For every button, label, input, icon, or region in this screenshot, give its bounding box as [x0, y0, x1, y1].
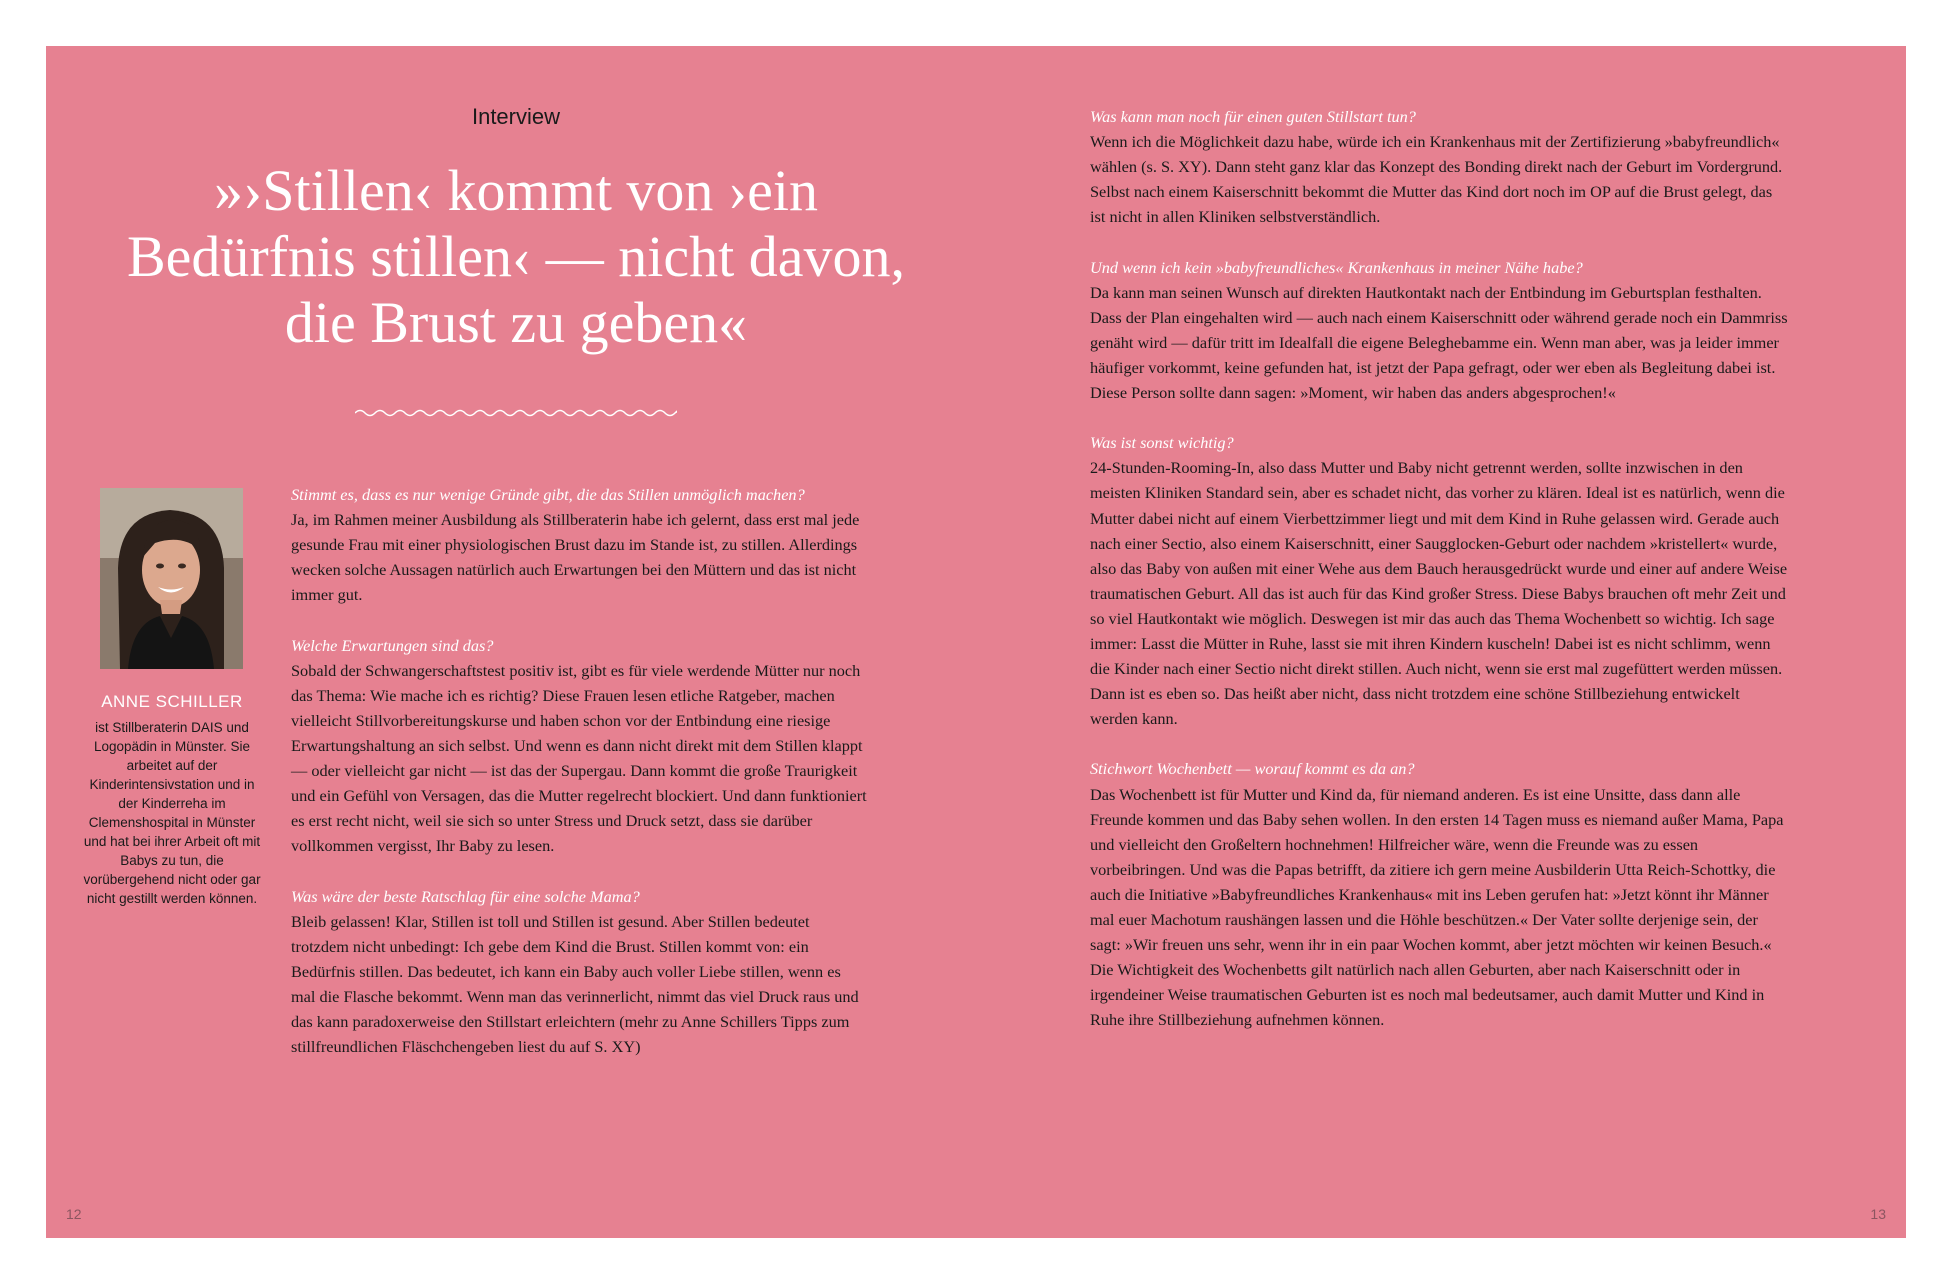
interview-answer: Sobald der Schwangerschaftstest positiv ist, gibt es für viele werdende Mütter nur noch das Thema: Wie mache ich es richtig? Diese Frauen lesen etliche Ratgeber, machen vielleicht Stillvorbereitungskurse und haben schon vor der Entbindung eine riesige Erwartungshaltung an sich selbst. Und wenn es dann nicht direkt mit dem Stillen klappt — oder vielleicht gar nicht — ist das der Supergau. Dann kommt die große Traurigkeit und ein Gefühl von Versagen, das die Mutter regelrecht blockiert. Und dann funktioniert es erst recht nicht, weil sie sich so unter Stress und Druck setzt, dass sie darüber vollkommen vergisst, Ihr Baby zu lesen. [291, 660, 867, 856]
interview-question: Stichwort Wochenbett — worauf kommt es da an? [1090, 759, 1415, 779]
interview-answer: Da kann man seinen Wunsch auf direkten Hautkontakt nach der Entbindung im Geburtsplan festhalten. Dass der Plan eingehalten wird — auch nach einem Kaiserschnitt oder während gerade noch ein Dammriss genäht wird — dafür tritt im Idealfall die eigene Beleghebamme ein. Wenn man aber, was ja leider immer häufiger vorkommt, keine gefunden hat, ist jetzt der Papa gefragt, oder wer eben als Begleitung dabei ist. Diese Person sollte dann sagen: »Moment, wir haben das anders abgesprochen!« [1090, 282, 1788, 403]
interview-question: Was wäre der beste Ratschlag für eine solche Mama? [291, 886, 640, 906]
interview-question: Stimmt es, dass es nur wenige Gründe gibt, die das Stillen unmöglich machen? [291, 485, 805, 504]
interview-answer: Bleib gelassen! Klar, Stillen ist toll und Stillen ist gesund. Aber Stillen bedeutet trotzdem nicht unbedingt: Ich gebe dem Kind die Brust. Stillen kommt von: ein Bedürfnis stillen. Das bedeutet, ich kann ein Baby auch voller Liebe stillen, wenn es mal die Flasche bekommt. Wenn man das verinnerlicht, nimmt das viel Druck raus und das kann paradoxerweise den Stillstart erleichtern (mehr zu Anne Schillers Tipps zum stillfreundlichen Fläschchengeben liest du auf S. XY) [291, 911, 859, 1057]
section-kicker: Interview [471, 104, 561, 129]
interview-answer: 24-Stunden-Rooming-In, also dass Mutter und Baby nicht getrennt werden, sollte inzwischen in den meisten Kliniken Standard sein, aber es schadet nicht, das vorher zu klären. Ideal ist es natürlich, wenn die Mutter dabei nicht auf einem Vierbettzimmer liegt und mit dem Kind in Ruhe gelassen wird. Gerade auch nach einer Sectio, also einem Kaiserschnitt, einer Saugglocken-Geburt oder nachdem »kristellert« wurde, also das Baby von außen mit einer Wehe aus dem Bauch herausgedrückt wurde und einer auf andere Weise traumatischen Geburt. All das ist auch für das Kind großer Stress. Diese Babys brauchen oft mehr Zeit und so viel Hautkontakt wie möglich. Deswegen ist mir das auch das Thema Wochenbett so wichtig. Ich sage immer: Lasst die Mütter in Ruhe, lasst sie mit ihren Kindern kuscheln! Dabei ist es nicht schlimm, wenn die Kinder nach einer Sectio nicht direkt stillen. Auch nicht, wenn sie erst mal zugefüttert werden müssen. Dann ist es eben so. Das heißt aber nicht, dass nicht trotzdem eine schöne Stillbeziehung entwickelt werden kann. [1090, 458, 1788, 729]
qa-block [291, 482, 869, 607]
qa-block [1090, 255, 1790, 406]
interview-answer: Ja, im Rahmen meiner Ausbildung als Stillberaterin habe ich gelernt, dass erst mal jede gesunde Frau mit einer physiologischen Brust dazu im Stande ist, zu stillen. Allerdings wecken solche Aussagen natürlich auch Erwartungen bei den Müttern und das ist nicht immer gut. [291, 510, 860, 605]
wavy-divider [355, 406, 677, 420]
headline: »›Stillen‹ kommt von ›ein Bedürfnis stillen‹ — nicht davon, die Brust zu geben« [126, 158, 906, 355]
qa-block [291, 884, 869, 1060]
page-number-right: 13 [1870, 1206, 1886, 1222]
right-column [1090, 104, 1790, 1058]
interview-question: Was ist sonst wichtig? [1090, 433, 1234, 453]
interview-answer: Wenn ich die Möglichkeit dazu habe, würde ich ein Krankenhaus mit der Zertifizierung »babyfreundlich« wählen (s. S. XY). Dann steht ganz klar das Konzept des Bonding direkt nach der Geburt im Vordergrund. Selbst nach einem Kaiserschnitt bekommt die Mutter das Kind dort noch im OP auf die Brust gelegt, das ist nicht in allen Kliniken selbstverständlich. [1090, 132, 1783, 227]
qa-block [291, 633, 869, 859]
interview-question: Welche Erwartungen sind das? [291, 635, 494, 655]
page-number-left: 12 [66, 1206, 82, 1222]
magazine-spread [46, 46, 1906, 1238]
qa-block [1090, 756, 1790, 1032]
qa-block [1090, 430, 1790, 731]
qa-block [1090, 104, 1790, 229]
left-column [291, 482, 869, 1084]
interview-question: Was kann man noch für einen guten Stillstart tun? [1090, 107, 1416, 126]
author-photo [100, 488, 243, 669]
author-name: ANNE SCHILLER [101, 692, 243, 711]
interview-question: Und wenn ich kein »babyfreundliches« Krankenhaus in meiner Nähe habe? [1090, 257, 1583, 277]
interview-answer: Das Wochenbett ist für Mutter und Kind da, für niemand anderen. Es ist eine Unsitte, dass dann alle Freunde kommen und das Baby sehen wollen. In den ersten 14 Tagen muss es niemand außer Mama, Papa und vielleicht den Großeltern hochnehmen! Hilfreicher wäre, wenn die Freunde was zu essen vorbeibringen. Und was die Papas betrifft, da zitiere ich gern meine Ausbilderin Utta Reich-Schottky, die auch die Initiative »Babyfreundliches Krankenhaus« mit ins Leben gerufen hat: »Jetzt könnt ihr Männer mal euer Machotum raushängen lassen und die Höhle beschützen.« Der Vater sollte derjenige sein, der sagt: »Wir freuen uns sehr, wenn ihr in ein paar Wochen kommt, aber jetzt möchten wir keinen Besuch.« Die Wichtigkeit des Wochenbetts gilt natürlich nach allen Geburten, aber nach Kaiserschnitt oder in irgendeiner Weise traumatischen Geburten ist es noch mal bedeutsamer, auch damit Mutter und Kind in Ruhe ihre Stillbeziehung aufnehmen können. [1090, 784, 1784, 1030]
author-bio: ist Stillberaterin DAIS und Logopädin in Münster. Sie arbeitet auf der Kinderintensivstation und in der Kinderreha im Clemenshospital in Münster und hat bei ihrer Arbeit oft mit Babys zu tun, die vorübergehend nicht oder gar nicht gestillt werden können. [83, 720, 261, 906]
